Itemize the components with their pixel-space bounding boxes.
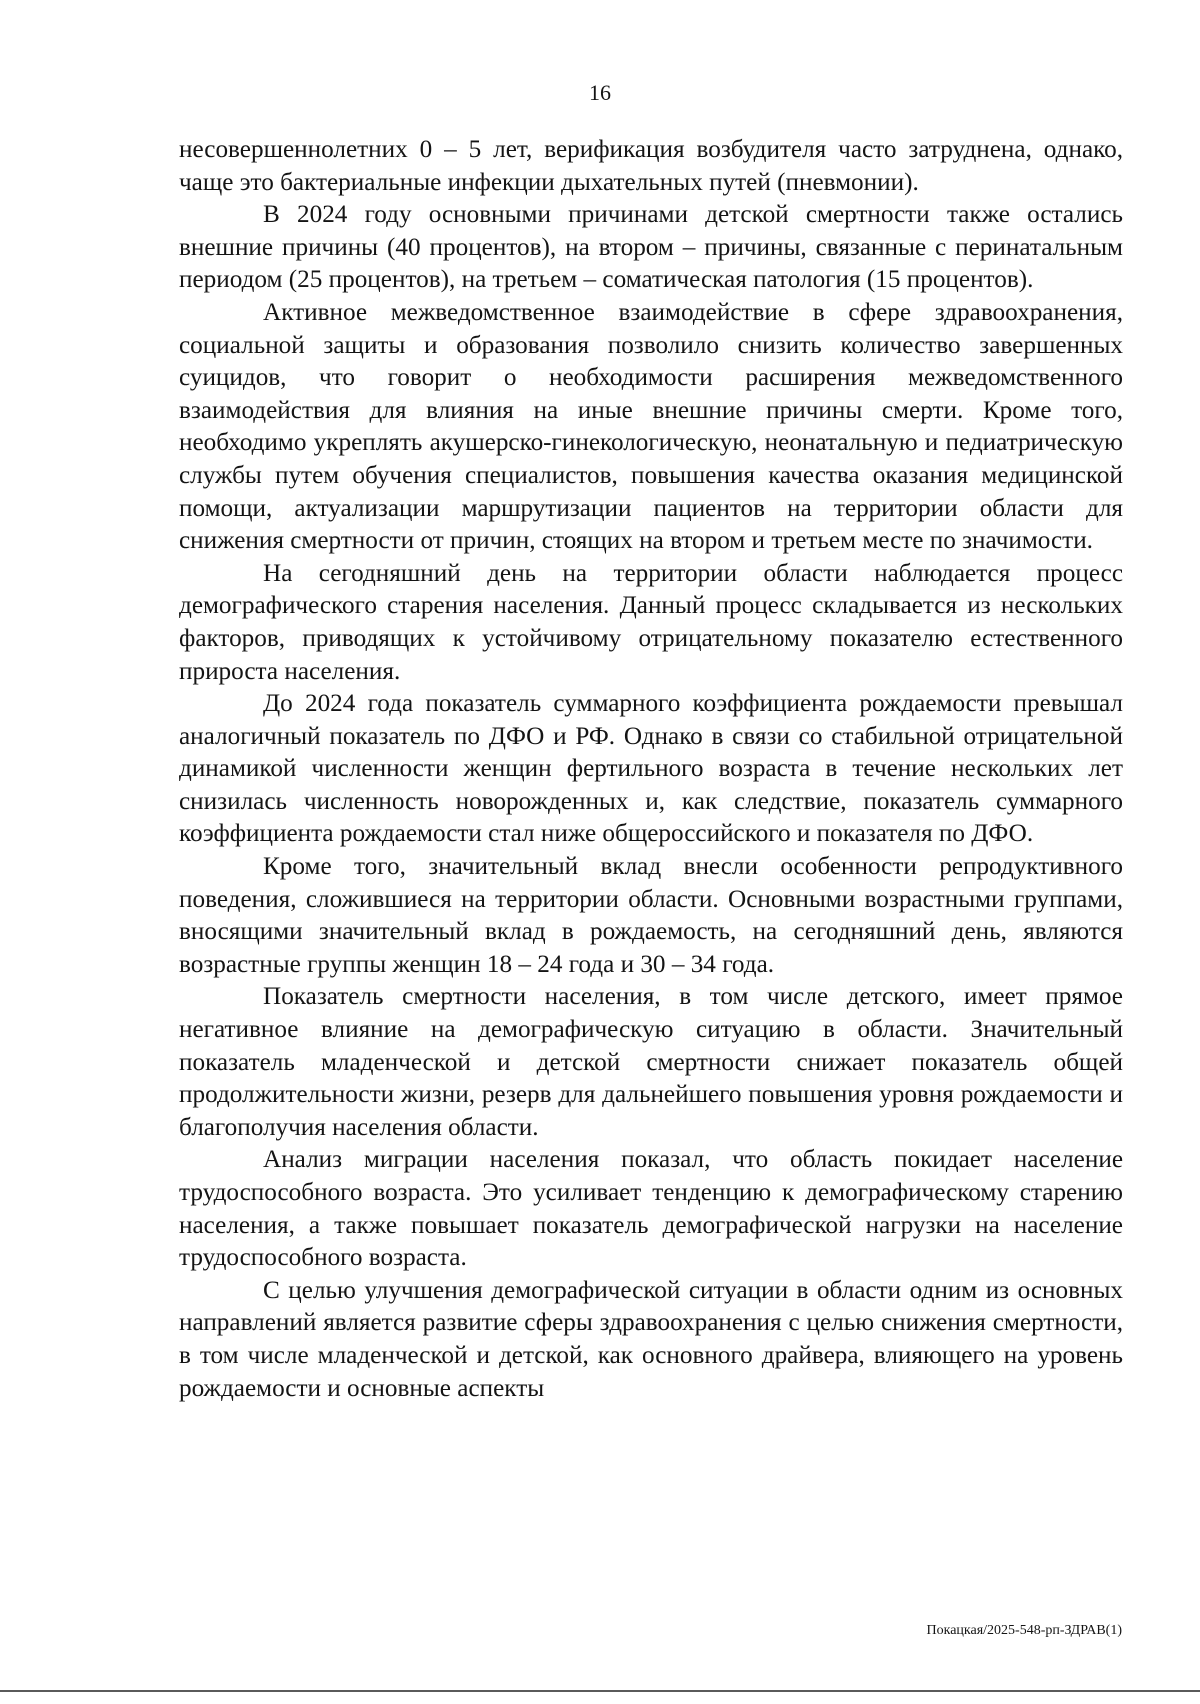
paragraph-migration: Анализ миграции населения показал, что область покидает население трудоспособного возраста. Это усиливает тенденцию к демографическому старению населения, а также повышает показатель демографической нагрузки на население трудоспособного возраста. xyxy=(179,1146,1123,1272)
paragraph-healthcare-goal: С целью улучшения демографической ситуации в области одним из основных направлений является развитие сферы здравоохранения с целью снижения смертности, в том числе младенческой и детской, как основного драйвера, влияющего на уровень рождаемости и основные аспекты xyxy=(179,1276,1123,1402)
page-number: 16 xyxy=(589,80,611,105)
scan-edge-line xyxy=(0,1690,1200,1692)
document-code: Покацкая/2025-548-рп-ЗДРАВ(1) xyxy=(926,1623,1122,1638)
paragraph-continuation: несовершеннолетних 0 – 5 лет, верификация возбудителя часто затруднена, однако, чаще это бактериальные инфекции дыхательных путей (пневмонии). xyxy=(179,136,1123,196)
paragraph-interagency: Активное межведомственное взаимодействие в сфере здравоохранения, социальной защиты и образования позволило снизить количество завершенных суицидов, что говорит о необходимости расширения межведомственного взаимодействия для влияния на иные внешние причины смерти. Кроме того, необходимо укреплять акушерско-гинекологическую, неонатальную и педиатрическую службы путем обучения специалистов, повышения качества оказания медицинской помощи, актуализации маршрутизации пациентов на территории области для снижения смертности от причин, стоящих на втором и третьем месте по значимости. xyxy=(179,298,1123,555)
paragraph-aging: На сегодняшний день на территории области наблюдается процесс демографического старения населения. Данный процесс складывается из нескольких факторов, приводящих к устойчивому отрицательному показателю естественного прироста населения. xyxy=(179,559,1123,685)
paragraph-causes-2024: В 2024 году основными причинами детской смертности также остались внешние причины (40 процентов), на втором – причины, связанные с перинатальным периодом (25 процентов), на третьем – соматическая патология (15 процентов). xyxy=(179,201,1123,294)
paragraph-fertility-rate: До 2024 года показатель суммарного коэффициента рождаемости превышал аналогичный показатель по ДФО и РФ. Однако в связи со стабильной отрицательной динамикой численности женщин фертильного возраста в течение нескольких лет снизилась численность новорожденных и, как следствие, показатель суммарного коэффициента рождаемости стал ниже общероссийского и показателя по ДФО. xyxy=(179,690,1123,848)
document-body xyxy=(179,134,1123,1405)
paragraph-reproductive-behavior: Кроме того, значительный вклад внесли особенности репродуктивного поведения, сложившиеся на территории области. Основными возрастными группами, вносящими значительный вклад в рождаемость, на сегодняшний день, являются возрастные группы женщин 18 – 24 года и 30 – 34 года. xyxy=(179,853,1123,978)
paragraph-mortality: Показатель смертности населения, в том числе детского, имеет прямое негативное влияние на демографическую ситуацию в области. Значительный показатель младенческой и детской смертности снижает показатель общей продолжительности жизни, резерв для дальнейшего повышения уровня рождаемости и благополучия населения области. xyxy=(179,983,1123,1141)
